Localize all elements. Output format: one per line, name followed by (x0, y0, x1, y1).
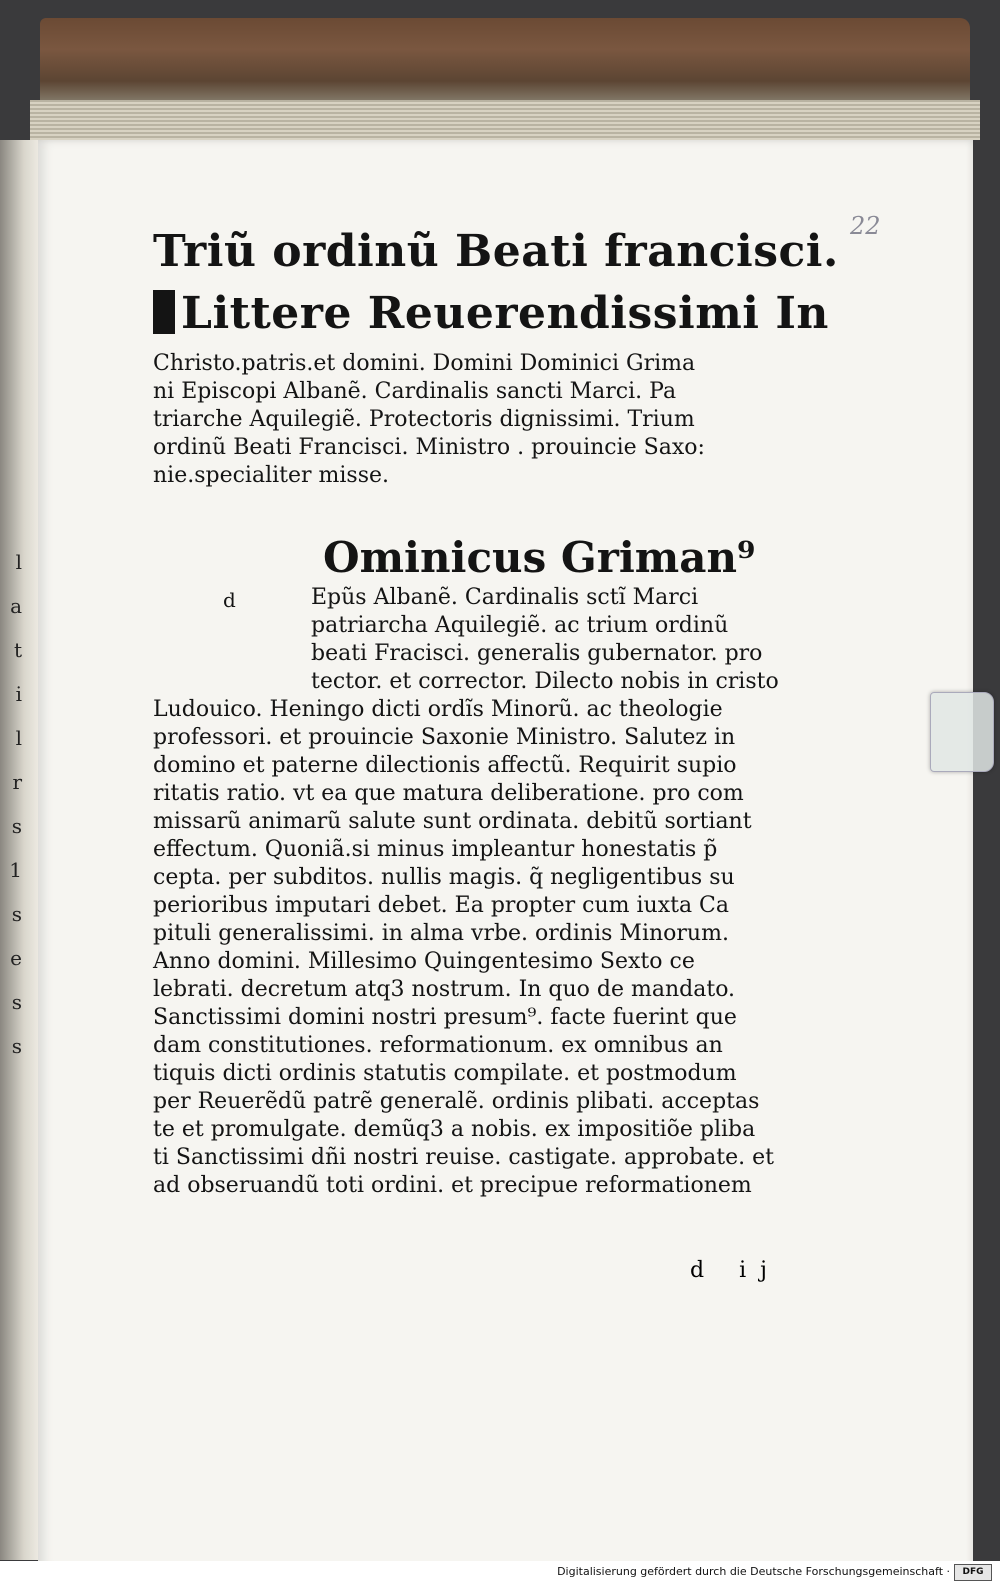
left-page-fragment: l (15, 550, 22, 574)
indented-line: tector. et corrector. Dilecto nobis in cristo (311, 669, 779, 694)
indented-line: Epũs Albanẽ. Cardinalis sctĩ Marci (311, 585, 699, 610)
left-page-fragment: e (10, 946, 22, 970)
body-line: dam constitutiones. reformationum. ex omnibus an (153, 1033, 723, 1058)
guide-letter: d (223, 588, 236, 612)
footer-bar (0, 1561, 1000, 1583)
text-block (153, 222, 839, 1200)
left-page-text (0, 540, 22, 1240)
opening-word: Ominicus Griman⁹ (323, 533, 756, 582)
body-line: Sanctissimi domini nostri presum⁹. facte fuerint que (153, 1005, 737, 1030)
folio-number: 22 (850, 212, 881, 240)
body-line: missarũ animarũ salute sunt ordinata. debitũ sortiant (153, 809, 752, 834)
heading-line-2 (153, 284, 829, 344)
signature-mark: d ij (690, 1258, 781, 1283)
page-edges (30, 100, 980, 140)
intro-line: Christo.patris.et domini. Domini Dominici Grima (153, 351, 696, 376)
body-line: ritatis ratio. vt ea que matura deliberatione. pro com (153, 781, 744, 806)
body-line: Anno domini. Millesimo Quingentesimo Sexto ce (153, 949, 695, 974)
body-line: tiquis dicti ordinis statutis compilate. et postmodum (153, 1061, 737, 1086)
paragraph-mark-icon (153, 290, 175, 334)
left-page-fragment: i (15, 682, 22, 706)
body-line: Ludouico. Heningo dicti ordĩs Minorũ. ac theologie (153, 697, 723, 722)
indented-line: beati Fracisci. generalis gubernator. pro (311, 641, 763, 666)
left-page-fragment: s (11, 902, 22, 926)
left-page-fragment: t (13, 638, 22, 662)
body-line: cepta. per subditos. nullis magis. q̃ negligentibus su (153, 865, 735, 890)
heading-line-1: Triũ ordinũ Beati francisci. (153, 226, 839, 277)
body-line: professori. et prouincie Saxonie Ministro. Salutez in (153, 725, 736, 750)
left-page-fragment: s (11, 1034, 22, 1058)
body-line: pituli generalissimi. in alma vrbe. ordinis Minorum. (153, 921, 729, 946)
left-page-fragment: l (15, 726, 22, 750)
body-line: per Reuerẽdũ patrẽ generalẽ. ordinis plibati. acceptas (153, 1089, 760, 1114)
body-line: ad obseruandũ toti ordini. et precipue reformationem (153, 1173, 752, 1198)
left-page-fragment: 1 (9, 858, 22, 882)
bookmark-tab (930, 692, 994, 772)
letter-opening (153, 532, 798, 696)
body-line: perioribus imputari debet. Ea propter cum iuxta Ca (153, 893, 729, 918)
body-line: domino et paterne dilectionis affectũ. Requirit supio (153, 753, 737, 778)
left-page-fragment: a (10, 594, 22, 618)
indented-line: patriarcha Aquilegiẽ. ac trium ordinũ (311, 613, 729, 638)
body-line: lebrati. decretum atq3 nostrum. In quo de mandato. (153, 977, 736, 1002)
intro-line: ordinũ Beati Francisci. Ministro . prouincie Saxo: (153, 435, 705, 460)
left-page-fragment: s (11, 990, 22, 1014)
left-page-fragment: r (12, 770, 22, 794)
intro-line: nie.specialiter misse. (153, 463, 390, 488)
footer-credit: Digitalisierung gefördert durch die Deutsche Forschungsgemeinschaft · (557, 1565, 950, 1578)
intro-line: ni Episcopi Albanẽ. Cardinalis sancti Marci. Pa (153, 379, 677, 404)
body-line: effectum. Quoniã.si minus impleantur honestatis p̃ (153, 837, 718, 862)
left-page-fragment: s (11, 814, 22, 838)
body-line: te et promulgate. demũq3 a nobis. ex impositiõe pliba (153, 1117, 756, 1142)
heading-line-2-text: Littere Reuerendissimi In (181, 288, 829, 339)
book-top-edge (40, 18, 970, 108)
indented-lines (311, 584, 798, 696)
body-paragraph (153, 696, 798, 1200)
intro-line: triarche Aquilegiẽ. Protectoris dignissimi. Trium (153, 407, 695, 432)
dfg-logo: DFG (954, 1564, 992, 1581)
left-page (0, 140, 40, 1560)
body-line: ti Sanctissimi dñi nostri reuise. castigate. approbate. et (153, 1145, 774, 1170)
intro-paragraph (153, 350, 798, 490)
